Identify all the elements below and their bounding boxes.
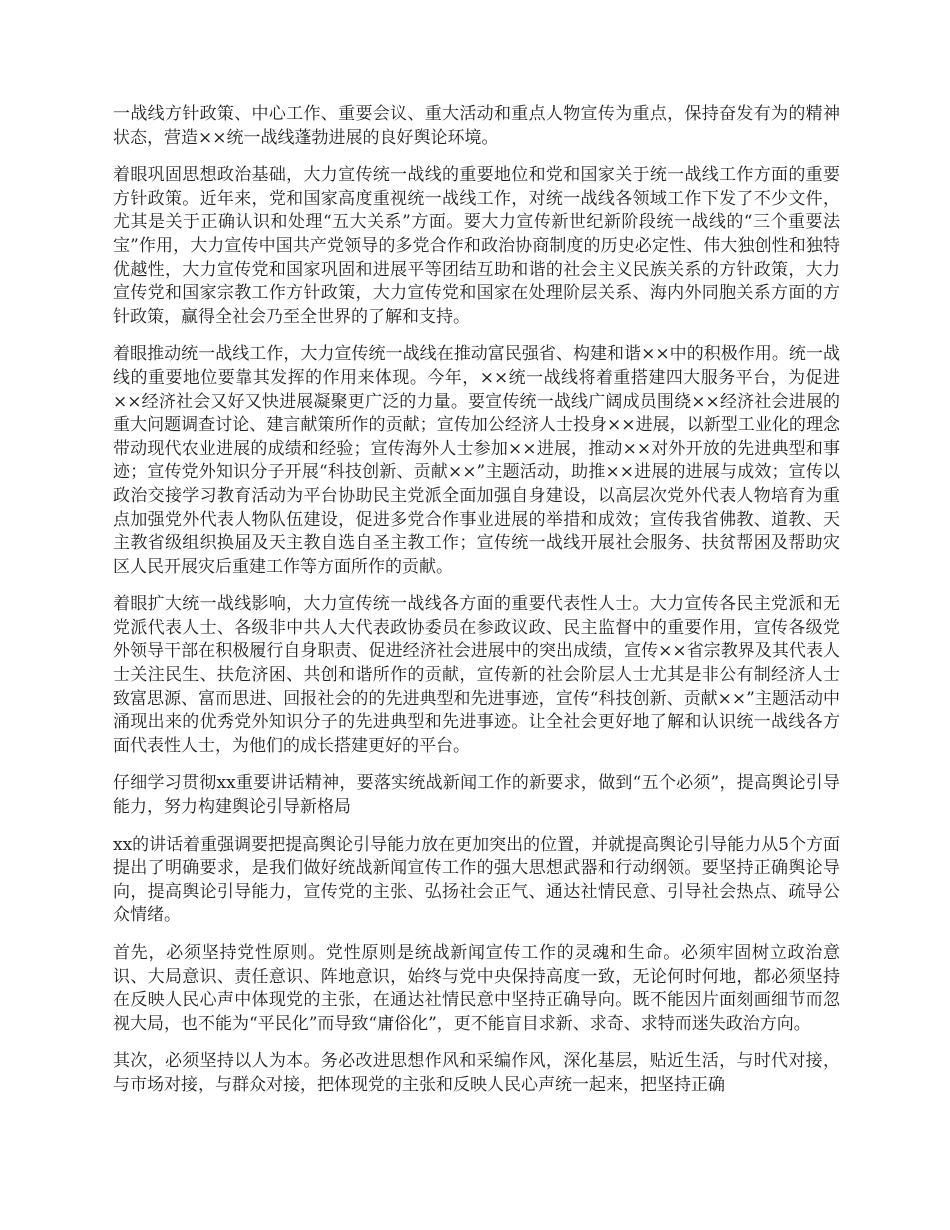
document-body (113, 103, 840, 1112)
paragraph-4: 着眼扩大统一战线影响，大力宣传统一战线各方面的重要代表性人士。大力宣传各民主党派和无党派代表人士、各级非中共人大代表政协委员在参政议政、民主监督中的重要作用，宣传各级党外领导干部在积极履行自身职责、促进经济社会进展中的突出成绩，宣传××省宗教界及其代表人士关注民生、扶危济困、共创和谐所作的贡献，宣传新的社会阶层人士尤其是非公有制经济人士致富思源、富而思进、回报社会的的先进典型和先进事迹，宣传“科技创新、贡献××”主题活动中涌现出来的优秀党外知识分子的先进典型和先进事迹。让全社会更好地了解和认识统一战线各方面代表性人士，为他们的成长搭建更好的平台。 (113, 594, 840, 756)
paragraph-6: xx的讲话着重强调要把提高舆论引导能力放在更加突出的位置，并就提高舆论引导能力从5个方面提出了明确要求，是我们做好统战新闻宣传工作的强大思想武器和行动纲领。要坚持正确舆论导向，提高舆论引导能力，宣传党的主张、弘扬社会正气、通达社情民意、引导社会热点、疏导公众情绪。 (113, 834, 840, 926)
paragraph-1: 一战线方针政策、中心工作、重要会议、重大活动和重点人物宣传为重点，保持奋发有为的精神状态，营造××统一战线蓬勃进展的良好舆论环境。 (113, 104, 840, 148)
paragraph-2: 着眼巩固思想政治基础，大力宣传统一战线的重要地位和党和国家关于统一战线工作方面的重要方针政策。近年来，党和国家高度重视统一战线工作，对统一战线各领域工作下发了不少文件，尤其是关于正确认识和处理“五大关系”方面。要大力宣传新世纪新阶段统一战线的“三个重要法宝”作用，大力宣传中国共产党领导的多党合作和政治协商制度的历史必定性、伟大独创性和独特优越性，大力宣传党和国家巩固和进展平等团结互助和谐的社会主义民族关系的方针政策，大力宣传党和国家宗教工作方针政策，大力宣传党和国家在处理阶层关系、海内外同胞关系方面的方针政策，赢得全社会乃至全世界的了解和支持。 (113, 165, 840, 327)
paragraph-5: 仔细学习贯彻xx重要讲话精神，要落实统战新闻工作的新要求，做到“五个必须”，提高舆论引导能力，努力构建舆论引导新格局 (113, 773, 840, 818)
paragraph-3: 着眼推动统一战线工作，大力宣传统一战线在推动富民强省、构建和谐××中的积极作用。统一战线的重要地位要靠其发挥的作用来体现。今年，××统一战线将着重搭建四大服务平台，为促进××经济社会又好又快进展凝聚更广泛的力量。要宣传统一战线广阔成员围绕××经济社会进展的重大问题调查讨论、建言献策所作的贡献；宣传加公经济人士投身××进展，以新型工业化的理念带动现代农业进展的成绩和经验；宣传海外人士参加××进展，推动××对外开放的先进典型和事迹；宣传党外知识分子开展“科技创新、贡献××”主题活动，助推××进展的进展与成效；宣传以政治交接学习教育活动为平台协助民主党派全面加强自身建设，以高层次党外代表人物培育为重点加强党外代表人物队伍建设，促进多党合作事业进展的举措和成效；宣传我省佛教、道教、天主教省级组织换届及天主教自选自圣主教工作；宣传统一战线开展社会服务、扶贫帮困及帮助灾区人民开展灾后重建工作等方面所作的贡献。 (113, 344, 840, 577)
paragraph-7: 首先，必须坚持党性原则。党性原则是统战新闻宣传工作的灵魂和生命。必须牢固树立政治意识、大局意识、责任意识、阵地意识，始终与党中央保持高度一致，无论何时何地，都必须坚持在反映人民心声中体现党的主张，在通达社情民意中坚持正确导向。既不能因片面刻画细节而忽视大局，也不能为“平民化”而导致“庸俗化”，更不能盲目求新、求奇、求特而迷失政治方向。 (113, 943, 840, 1034)
paragraph-8: 其次，必须坚持以人为本。务必改进思想作风和采编作风，深化基层，贴近生活，与时代对接，与市场对接，与群众对接，把体现党的主张和反映人民心声统一起来，把坚持正确 (113, 1051, 840, 1095)
